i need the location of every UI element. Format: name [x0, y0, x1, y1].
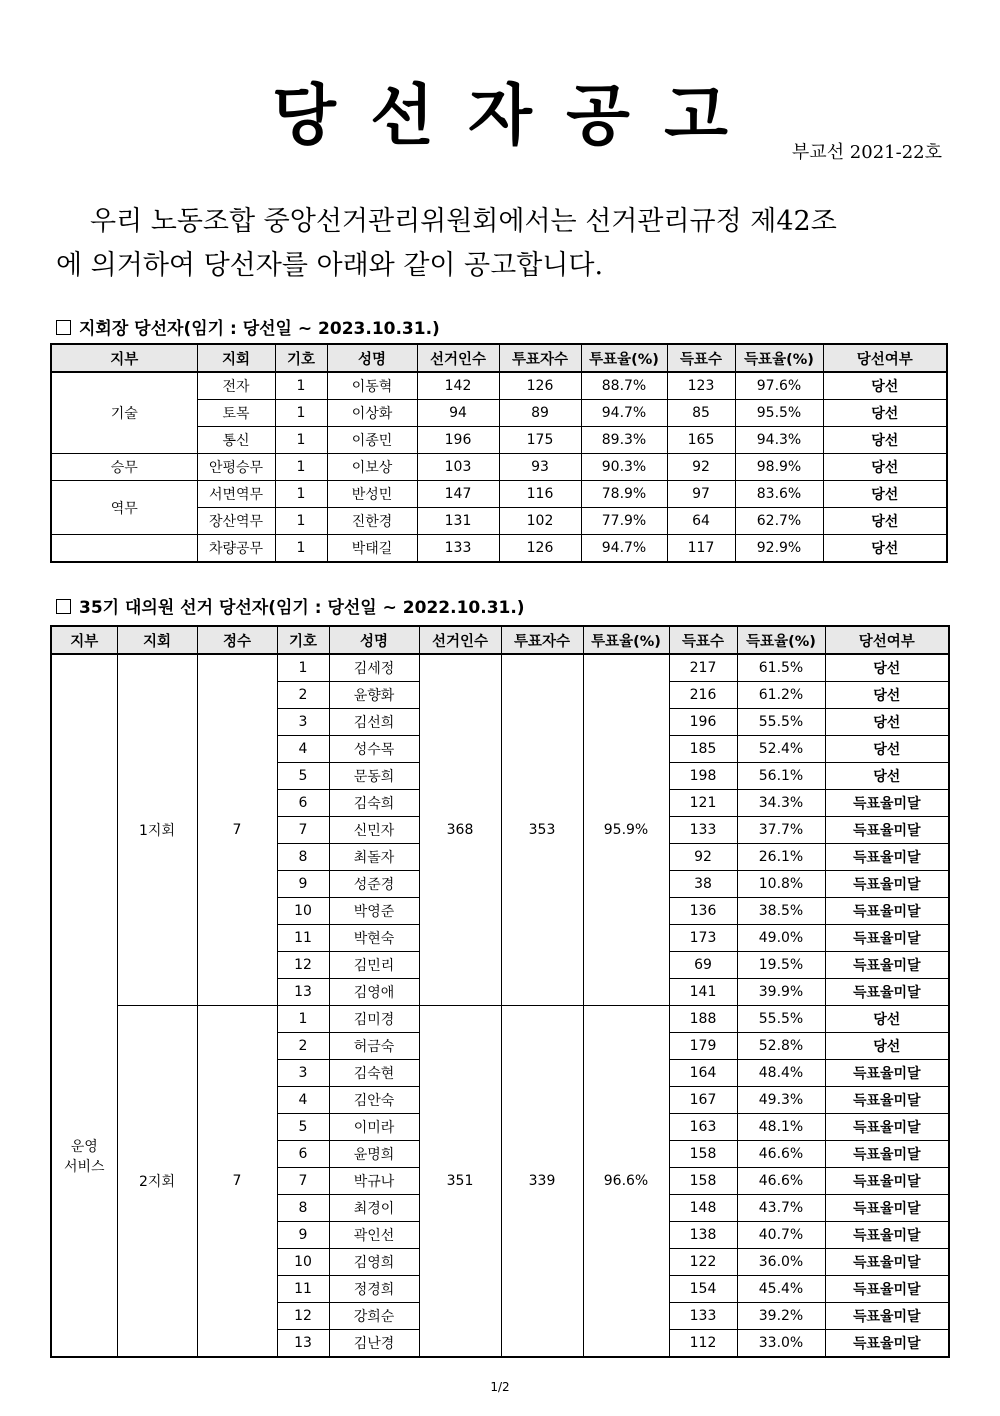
result-cell: 당선	[823, 427, 947, 454]
turnout-cell: 94.7%	[581, 535, 667, 563]
column-header: 지회	[117, 626, 197, 654]
column-header: 당선여부	[825, 626, 949, 654]
number-cell: 10	[277, 898, 329, 925]
seats-cell: 7	[197, 1006, 277, 1358]
voters-cell: 93	[499, 454, 581, 481]
votes-cell: 133	[669, 1303, 737, 1330]
result-cell: 득표율미달	[825, 1195, 949, 1222]
column-header: 지부	[51, 626, 117, 654]
title-char: 선	[370, 76, 434, 154]
number-cell: 1	[275, 372, 327, 400]
number-cell: 3	[277, 709, 329, 736]
result-cell: 당선	[825, 654, 949, 682]
vote-rate-cell: 19.5%	[737, 952, 825, 979]
vote-rate-cell: 55.5%	[737, 1006, 825, 1033]
number-cell: 6	[277, 790, 329, 817]
vote-rate-cell: 56.1%	[737, 763, 825, 790]
number-cell: 1	[277, 1006, 329, 1033]
electors-cell: 368	[419, 654, 501, 1006]
vote-rate-cell: 61.5%	[737, 654, 825, 682]
number-cell: 11	[277, 925, 329, 952]
name-cell: 신민자	[329, 817, 419, 844]
name-cell: 김선희	[329, 709, 419, 736]
vote-rate-cell: 34.3%	[737, 790, 825, 817]
name-cell: 김미경	[329, 1006, 419, 1033]
column-header: 투표자수	[501, 626, 583, 654]
vote-rate-cell: 26.1%	[737, 844, 825, 871]
number-cell: 1	[275, 427, 327, 454]
table-row	[51, 1006, 949, 1033]
electors-cell: 103	[417, 454, 499, 481]
number-cell: 10	[277, 1249, 329, 1276]
vote-rate-cell: 95.5%	[735, 400, 823, 427]
result-cell: 당선	[825, 736, 949, 763]
column-header: 투표율(%)	[583, 626, 669, 654]
table-row	[51, 372, 947, 400]
result-cell: 당선	[825, 763, 949, 790]
chapter-cell: 1지회	[117, 654, 197, 1006]
number-cell: 1	[275, 400, 327, 427]
title-char: 공	[566, 76, 630, 154]
branch-cell: 운영 서비스	[51, 654, 117, 1357]
name-cell: 박규나	[329, 1168, 419, 1195]
column-header: 지부	[51, 344, 197, 372]
column-header: 지회	[197, 344, 275, 372]
number-cell: 4	[277, 736, 329, 763]
name-cell: 최경이	[329, 1195, 419, 1222]
votes-cell: 158	[669, 1141, 737, 1168]
name-cell: 김숙희	[329, 790, 419, 817]
number-cell: 13	[277, 1330, 329, 1358]
result-cell: 득표율미달	[825, 925, 949, 952]
chapter-cell: 통신	[197, 427, 275, 454]
number-cell: 11	[277, 1276, 329, 1303]
number-cell: 5	[277, 1114, 329, 1141]
votes-cell: 92	[667, 454, 735, 481]
column-header: 득표수	[669, 626, 737, 654]
chapter-cell: 장산역무	[197, 508, 275, 535]
votes-cell: 133	[669, 817, 737, 844]
electors-cell: 131	[417, 508, 499, 535]
result-cell: 당선	[825, 682, 949, 709]
table-row	[51, 535, 947, 563]
branch-head-results-table	[50, 343, 948, 563]
column-header: 기호	[277, 626, 329, 654]
seats-cell: 7	[197, 654, 277, 1006]
name-cell: 김숙현	[329, 1060, 419, 1087]
name-cell: 성수목	[329, 736, 419, 763]
turnout-cell: 94.7%	[581, 400, 667, 427]
votes-cell: 164	[669, 1060, 737, 1087]
votes-cell: 216	[669, 682, 737, 709]
table-row	[51, 481, 947, 508]
voters-cell: 353	[501, 654, 583, 1006]
intro-paragraph	[56, 200, 946, 288]
name-cell: 윤명희	[329, 1141, 419, 1168]
electors-cell: 142	[417, 372, 499, 400]
result-cell: 당선	[825, 1006, 949, 1033]
votes-cell: 92	[669, 844, 737, 871]
result-cell: 당선	[825, 1033, 949, 1060]
number-cell: 1	[275, 508, 327, 535]
name-cell: 허금숙	[329, 1033, 419, 1060]
vote-rate-cell: 49.3%	[737, 1087, 825, 1114]
electors-cell: 351	[419, 1006, 501, 1358]
result-cell: 득표율미달	[825, 871, 949, 898]
number-cell: 5	[277, 763, 329, 790]
branch-cell: 역무	[51, 481, 197, 535]
name-cell: 박영준	[329, 898, 419, 925]
name-cell: 최돌자	[329, 844, 419, 871]
result-cell: 득표율미달	[825, 1249, 949, 1276]
number-cell: 9	[277, 871, 329, 898]
turnout-cell: 89.3%	[581, 427, 667, 454]
number-cell: 7	[277, 817, 329, 844]
voters-cell: 126	[499, 372, 581, 400]
name-cell: 정경희	[329, 1276, 419, 1303]
number-cell: 12	[277, 1303, 329, 1330]
voters-cell: 339	[501, 1006, 583, 1358]
number-cell: 9	[277, 1222, 329, 1249]
name-cell: 윤향화	[329, 682, 419, 709]
branch-cell: 기술	[51, 372, 197, 454]
votes-cell: 217	[669, 654, 737, 682]
name-cell: 성준경	[329, 871, 419, 898]
column-header: 득표율(%)	[737, 626, 825, 654]
vote-rate-cell: 36.0%	[737, 1249, 825, 1276]
voters-cell: 126	[499, 535, 581, 563]
result-cell: 득표율미달	[825, 952, 949, 979]
number-cell: 1	[275, 535, 327, 563]
result-cell: 득표율미달	[825, 844, 949, 871]
name-cell: 이종민	[327, 427, 417, 454]
name-cell: 박태길	[327, 535, 417, 563]
votes-cell: 167	[669, 1087, 737, 1114]
name-cell: 이미라	[329, 1114, 419, 1141]
result-cell: 득표율미달	[825, 1141, 949, 1168]
votes-cell: 163	[669, 1114, 737, 1141]
vote-rate-cell: 38.5%	[737, 898, 825, 925]
branch-cell	[51, 535, 197, 563]
votes-cell: 188	[669, 1006, 737, 1033]
intro-line: 에 의거하여 당선자를 아래와 같이 공고합니다.	[56, 250, 604, 281]
result-cell: 득표율미달	[825, 790, 949, 817]
title-char: 자	[468, 76, 532, 154]
result-cell: 득표율미달	[825, 1087, 949, 1114]
chapter-cell: 서면역무	[197, 481, 275, 508]
number-cell: 3	[277, 1060, 329, 1087]
votes-cell: 165	[667, 427, 735, 454]
votes-cell: 198	[669, 763, 737, 790]
vote-rate-cell: 52.8%	[737, 1033, 825, 1060]
turnout-cell: 78.9%	[581, 481, 667, 508]
votes-cell: 85	[667, 400, 735, 427]
votes-cell: 138	[669, 1222, 737, 1249]
result-cell: 당선	[823, 372, 947, 400]
voters-cell: 175	[499, 427, 581, 454]
vote-rate-cell: 61.2%	[737, 682, 825, 709]
votes-cell: 173	[669, 925, 737, 952]
vote-rate-cell: 37.7%	[737, 817, 825, 844]
column-header: 정수	[197, 626, 277, 654]
name-cell: 진한경	[327, 508, 417, 535]
vote-rate-cell: 83.6%	[735, 481, 823, 508]
turnout-cell: 88.7%	[581, 372, 667, 400]
number-cell: 8	[277, 844, 329, 871]
result-cell: 득표율미달	[825, 817, 949, 844]
vote-rate-cell: 62.7%	[735, 508, 823, 535]
page-number: 1/2	[490, 1380, 510, 1394]
turnout-cell: 96.6%	[583, 1006, 669, 1358]
column-header: 투표자수	[499, 344, 581, 372]
electors-cell: 196	[417, 427, 499, 454]
votes-cell: 179	[669, 1033, 737, 1060]
turnout-cell: 95.9%	[583, 654, 669, 1006]
voters-cell: 102	[499, 508, 581, 535]
electors-cell: 94	[417, 400, 499, 427]
vote-rate-cell: 10.8%	[737, 871, 825, 898]
number-cell: 8	[277, 1195, 329, 1222]
column-header: 득표율(%)	[735, 344, 823, 372]
number-cell: 4	[277, 1087, 329, 1114]
column-header: 성명	[327, 344, 417, 372]
votes-cell: 141	[669, 979, 737, 1006]
turnout-cell: 90.3%	[581, 454, 667, 481]
votes-cell: 185	[669, 736, 737, 763]
name-cell: 김영애	[329, 979, 419, 1006]
votes-cell: 136	[669, 898, 737, 925]
name-cell: 문동희	[329, 763, 419, 790]
result-cell: 득표율미달	[825, 1168, 949, 1195]
votes-cell: 122	[669, 1249, 737, 1276]
number-cell: 2	[277, 682, 329, 709]
vote-rate-cell: 49.0%	[737, 925, 825, 952]
name-cell: 곽인선	[329, 1222, 419, 1249]
voters-cell: 89	[499, 400, 581, 427]
votes-cell: 196	[669, 709, 737, 736]
votes-cell: 112	[669, 1330, 737, 1358]
number-cell: 6	[277, 1141, 329, 1168]
votes-cell: 121	[669, 790, 737, 817]
result-cell: 득표율미달	[825, 1060, 949, 1087]
column-header: 선거인수	[417, 344, 499, 372]
vote-rate-cell: 55.5%	[737, 709, 825, 736]
document-number: 부교선 2021-22호	[791, 142, 942, 163]
result-cell: 득표율미달	[825, 1276, 949, 1303]
name-cell: 이보상	[327, 454, 417, 481]
chapter-cell: 안평승무	[197, 454, 275, 481]
title-char: 당	[272, 76, 336, 154]
section1-heading-text: 지회장 당선자(임기 : 당선일 ~ 2023.10.31.)	[79, 319, 440, 339]
checkbox-square-icon	[56, 320, 71, 335]
vote-rate-cell: 39.9%	[737, 979, 825, 1006]
votes-cell: 64	[667, 508, 735, 535]
section1-heading	[56, 314, 440, 339]
result-cell: 득표율미달	[825, 1114, 949, 1141]
name-cell: 강희순	[329, 1303, 419, 1330]
vote-rate-cell: 46.6%	[737, 1168, 825, 1195]
number-cell: 2	[277, 1033, 329, 1060]
electors-cell: 133	[417, 535, 499, 563]
vote-rate-cell: 92.9%	[735, 535, 823, 563]
vote-rate-cell: 43.7%	[737, 1195, 825, 1222]
column-header: 성명	[329, 626, 419, 654]
vote-rate-cell: 46.6%	[737, 1141, 825, 1168]
result-cell: 득표율미달	[825, 1222, 949, 1249]
votes-cell: 117	[667, 535, 735, 563]
votes-cell: 148	[669, 1195, 737, 1222]
number-cell: 1	[277, 654, 329, 682]
chapter-cell: 전자	[197, 372, 275, 400]
column-header: 기호	[275, 344, 327, 372]
result-cell: 당선	[823, 400, 947, 427]
branch-cell: 승무	[51, 454, 197, 481]
delegate-results-table	[50, 625, 950, 1358]
vote-rate-cell: 48.1%	[737, 1114, 825, 1141]
result-cell: 득표율미달	[825, 979, 949, 1006]
name-cell: 이동혁	[327, 372, 417, 400]
result-cell: 당선	[823, 454, 947, 481]
intro-line: 우리 노동조합 중앙선거관리위원회에서는 선거관리규정 제42조	[90, 206, 837, 237]
title-char: 고	[664, 76, 728, 154]
chapter-cell: 토목	[197, 400, 275, 427]
section2-heading	[56, 593, 525, 618]
vote-rate-cell: 33.0%	[737, 1330, 825, 1358]
name-cell: 김안숙	[329, 1087, 419, 1114]
name-cell: 김영희	[329, 1249, 419, 1276]
vote-rate-cell: 98.9%	[735, 454, 823, 481]
name-cell: 김민리	[329, 952, 419, 979]
result-cell: 득표율미달	[825, 898, 949, 925]
votes-cell: 97	[667, 481, 735, 508]
votes-cell: 38	[669, 871, 737, 898]
number-cell: 7	[277, 1168, 329, 1195]
vote-rate-cell: 45.4%	[737, 1276, 825, 1303]
result-cell: 당선	[823, 481, 947, 508]
vote-rate-cell: 97.6%	[735, 372, 823, 400]
name-cell: 김세정	[329, 654, 419, 682]
votes-cell: 123	[667, 372, 735, 400]
table-row	[51, 654, 949, 682]
votes-cell: 154	[669, 1276, 737, 1303]
section2-heading-text: 35기 대의원 선거 당선자(임기 : 당선일 ~ 2022.10.31.)	[79, 598, 525, 618]
voters-cell: 116	[499, 481, 581, 508]
electors-cell: 147	[417, 481, 499, 508]
name-cell: 박현숙	[329, 925, 419, 952]
table-row	[51, 454, 947, 481]
column-header: 득표수	[667, 344, 735, 372]
vote-rate-cell: 39.2%	[737, 1303, 825, 1330]
chapter-cell: 차량공무	[197, 535, 275, 563]
column-header: 투표율(%)	[581, 344, 667, 372]
result-cell: 득표율미달	[825, 1303, 949, 1330]
votes-cell: 158	[669, 1168, 737, 1195]
number-cell: 13	[277, 979, 329, 1006]
vote-rate-cell: 52.4%	[737, 736, 825, 763]
name-cell: 김난경	[329, 1330, 419, 1358]
vote-rate-cell: 40.7%	[737, 1222, 825, 1249]
number-cell: 12	[277, 952, 329, 979]
number-cell: 1	[275, 481, 327, 508]
column-header: 당선여부	[823, 344, 947, 372]
name-cell: 반성민	[327, 481, 417, 508]
chapter-cell: 2지회	[117, 1006, 197, 1358]
result-cell: 당선	[825, 709, 949, 736]
turnout-cell: 77.9%	[581, 508, 667, 535]
result-cell: 당선	[823, 508, 947, 535]
result-cell: 당선	[823, 535, 947, 563]
vote-rate-cell: 48.4%	[737, 1060, 825, 1087]
result-cell: 득표율미달	[825, 1330, 949, 1358]
votes-cell: 69	[669, 952, 737, 979]
number-cell: 1	[275, 454, 327, 481]
checkbox-square-icon	[56, 599, 71, 614]
column-header: 선거인수	[419, 626, 501, 654]
name-cell: 이상화	[327, 400, 417, 427]
vote-rate-cell: 94.3%	[735, 427, 823, 454]
